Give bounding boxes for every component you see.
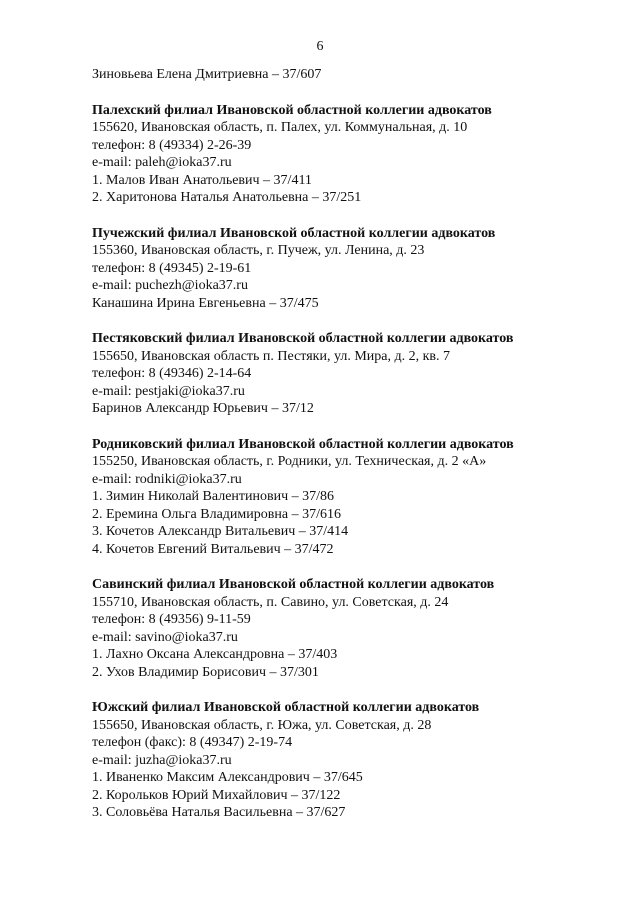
branch-address: 155650, Ивановская область, г. Южа, ул. Советская, д. 28 (92, 717, 432, 733)
branch-phone: телефон: 8 (49356) 9-11-59 (92, 612, 251, 627)
branch-block-pestyaki (92, 330, 612, 418)
lawyer-entry: 2. Еремина Ольга Владимировна – 37/616 (92, 506, 341, 522)
branch-block-yuzha (92, 699, 612, 822)
intro-line: Зиновьева Елена Дмитриевна – 37/607 (92, 67, 322, 82)
lawyer-entry: Баринов Александр Юрьевич – 37/12 (92, 401, 314, 416)
lawyer-entry: 2. Харитонова Наталья Анатольевна – 37/251 (92, 190, 362, 205)
branch-block-palekh (92, 102, 612, 207)
branch-address: 155620, Ивановская область, п. Палех, ул. Коммунальная, д. 10 (92, 120, 468, 135)
lawyer-entry: 4. Кочетов Евгений Витальевич – 37/472 (92, 541, 334, 557)
document-body (92, 66, 612, 822)
lawyer-entry: 3. Соловьёва Наталья Васильевна – 37/627 (92, 805, 346, 820)
branch-address: 155650, Ивановская область п. Пестяки, ул. Мира, д. 2, кв. 7 (92, 348, 451, 364)
branch-heading: Пестяковский филиал Ивановской областной коллегии адвокатов (92, 331, 514, 346)
branch-address: 155710, Ивановская область, п. Савино, ул. Советская, д. 24 (92, 594, 449, 610)
lawyer-entry: 1. Иваненко Максим Александрович – 37/645 (92, 770, 363, 785)
branch-heading: Южский филиал Ивановской областной коллегии адвокатов (92, 700, 480, 715)
branch-address: 155250, Ивановская область, г. Родники, ул. Техническая, д. 2 «А» (92, 454, 487, 469)
lawyer-entry: 1. Зимин Николай Валентинович – 37/86 (92, 489, 335, 504)
branch-heading: Родниковский филиал Ивановской областной коллегии адвокатов (92, 436, 514, 452)
branch-phone: телефон: 8 (49345) 2-19-61 (92, 260, 252, 276)
lawyer-entry: 1. Малов Иван Анатольевич – 37/411 (92, 172, 312, 188)
branch-block-savino (92, 576, 612, 681)
branch-heading: Пучежский филиал Ивановской областной коллегии адвокатов (92, 225, 496, 241)
branch-email: e-mail: pestjaki@ioka37.ru (92, 383, 245, 399)
branch-email: e-mail: rodniki@ioka37.ru (92, 471, 242, 487)
branch-block-rodniki (92, 436, 612, 559)
branch-phone: телефон: 8 (49346) 2-14-64 (92, 366, 252, 381)
lawyer-entry: 2. Ухов Владимир Борисович – 37/301 (92, 664, 319, 680)
branch-heading: Савинский филиал Ивановской областной коллегии адвокатов (92, 577, 495, 592)
branch-phone: телефон: 8 (49334) 2-26-39 (92, 137, 252, 153)
branch-heading: Палехский филиал Ивановской областной коллегии адвокатов (92, 102, 492, 118)
page-number: 6 (316, 39, 324, 54)
branch-email: e-mail: paleh@ioka37.ru (92, 155, 232, 170)
lawyer-entry: Канашина Ирина Евгеньевна – 37/475 (92, 295, 319, 311)
branch-block-puchezh (92, 225, 612, 313)
lawyer-entry: 1. Лахно Оксана Александровна – 37/403 (92, 647, 338, 662)
branch-phone: телефон (факс): 8 (49347) 2-19-74 (92, 735, 293, 750)
branch-email: e-mail: savino@ioka37.ru (92, 629, 238, 645)
branch-address: 155360, Ивановская область, г. Пучеж, ул. Ленина, д. 23 (92, 243, 425, 258)
branch-email: e-mail: juzha@ioka37.ru (92, 752, 232, 768)
lawyer-entry: 3. Кочетов Александр Витальевич – 37/414 (92, 524, 349, 539)
branch-email: e-mail: puchezh@ioka37.ru (92, 278, 248, 293)
lawyer-entry: 2. Корольков Юрий Михайлович – 37/122 (92, 787, 341, 803)
